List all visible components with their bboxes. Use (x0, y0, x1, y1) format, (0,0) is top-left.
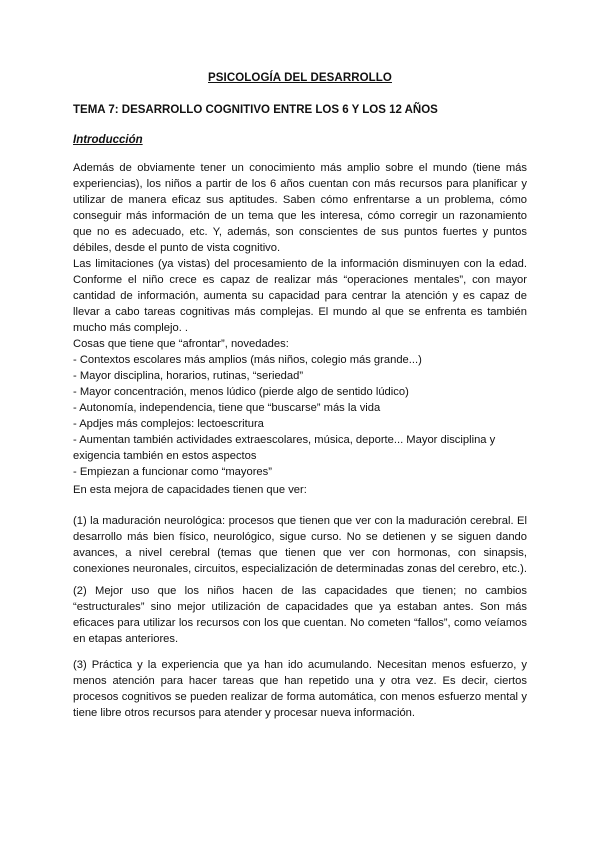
topic-heading: TEMA 7: DESARROLLO COGNITIVO ENTRE LOS 6 Y LOS 12 AÑOS (73, 104, 438, 116)
capacities-intro: En esta mejora de capacidades tienen que ver: (73, 484, 307, 496)
intro-paragraph-1: Además de obviamente tener un conocimiento más amplio sobre el mundo (tiene más experiencias), los niños a partir de los 6 años cuentan con más recursos para planificar y utilizar de manera eficaz sus aptitudes. Saben cómo enfrentarse a un problema, cómo conseguir más información de un tema que les interesa, cómo corregir un razonamiento que no es adecuado, etc. Y, además, son conscientes de sus puntos fuertes y puntos débiles, desde el punto de vista cognitivo. (73, 162, 527, 254)
section-heading: Introducción (73, 134, 143, 146)
list-item: - Aumentan también actividades extraescolares, música, deporte... Mayor disciplina y exigencia también en estos aspectos (73, 434, 496, 462)
point-2-paragraph: (2) Mejor uso que los niños hacen de las capacidades que tienen; no cambios “estructurales” sino mejor utilización de capacidades que ya estaban antes. Son más eficaces para utilizar los recursos con los que cuentan. No cometen “fallos”, como veíamos en etapas anteriores. (73, 585, 527, 645)
list-item: - Empiezan a funcionar como “mayores” (73, 466, 272, 478)
list-intro: Cosas que tiene que “afrontar”, novedades: (73, 338, 289, 350)
list-item: - Autonomía, independencia, tiene que “buscarse” más la vida (73, 402, 381, 414)
point-3-paragraph: (3) Práctica y la experiencia que ya han ido acumulando. Necesitan menos esfuerzo, y menos atención para hacer tareas que han repetido una y otra vez. Es decir, ciertos procesos cognitivos se pueden realizar de forma automática, con menos esfuerzo mental y tiene libre otros recursos para atender y procesar nueva información. (73, 659, 527, 719)
document-title: PSICOLOGÍA DEL DESARROLLO (208, 72, 392, 84)
list-item: - Mayor disciplina, horarios, rutinas, “seriedad” (73, 370, 304, 382)
novelties-block (73, 336, 527, 480)
point-1-paragraph: (1) la maduración neurológica: procesos que tienen que ver con la maduración cerebral. El desarrollo más bien físico, neurológico, sigue curso. No se detienen y se siguen dando avances, a nivel cerebral (temas que tienen que ver con hormonas, con sinapsis, conexiones neuronales, circuitos, especialización de determinadas zonas del cerebro, etc.). (73, 515, 527, 575)
intro-paragraph-2: Las limitaciones (ya vistas) del procesamiento de la información disminuyen con la edad. Conforme el niño crece es capaz de realizar más “operaciones mentales”, con mayor cantidad de información, aumenta su capacidad para centrar la atención y es capaz de llevar a cabo tareas cognitivas más complejas. El mundo al que se enfrenta es también mucho más complejo. . (73, 258, 527, 334)
list-item: - Apdjes más complejos: lectoescritura (73, 418, 264, 430)
intro-block (73, 160, 527, 336)
novelties-list (73, 352, 527, 480)
list-item: - Contextos escolares más amplios (más niños, colegio más grande...) (73, 354, 422, 366)
list-item: - Mayor concentración, menos lúdico (pierde algo de sentido lúdico) (73, 386, 409, 398)
